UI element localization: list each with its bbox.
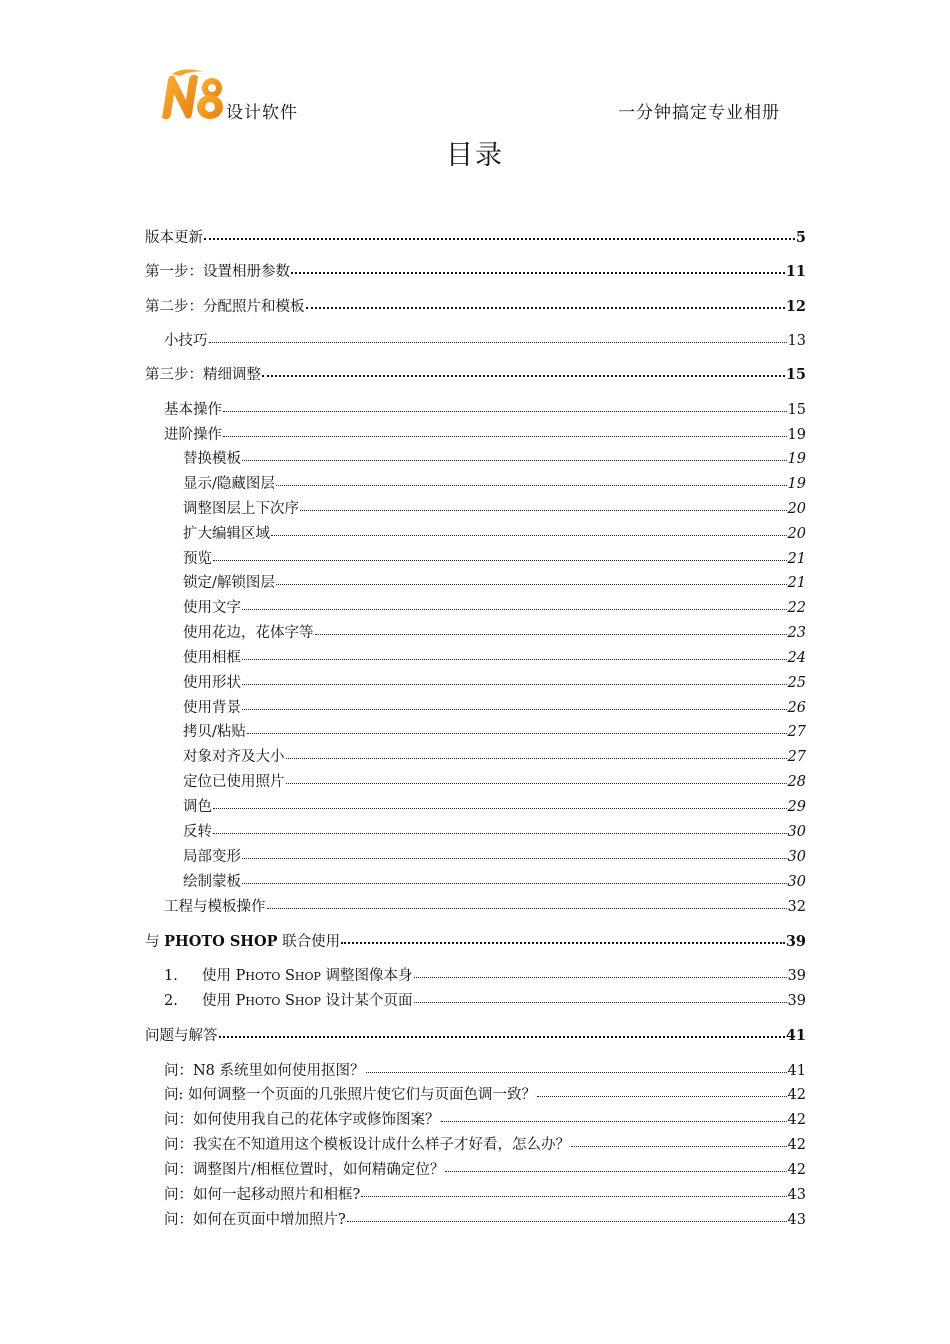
toc-entry-page: 20 <box>787 501 806 517</box>
toc-entry-page: 26 <box>787 700 806 716</box>
toc-entry[interactable] <box>183 795 806 816</box>
small-caps-text: HOTO <box>245 995 281 1008</box>
toc-entry-label: 进阶操作 <box>164 427 222 443</box>
dot-leader <box>361 1185 786 1200</box>
toc-entry[interactable] <box>164 1083 806 1104</box>
toc-entry[interactable] <box>183 646 806 667</box>
dot-leader <box>242 698 787 713</box>
toc-entry[interactable] <box>164 398 806 419</box>
toc-entry-page: 41 <box>785 1027 806 1044</box>
toc-entry-page: 19 <box>787 427 806 443</box>
toc-entry[interactable] <box>183 845 806 866</box>
label-bold: PHOTO SHOP <box>164 933 278 950</box>
dot-leader <box>414 991 787 1006</box>
toc-entry-page: 27 <box>787 724 806 740</box>
page-header <box>0 0 950 140</box>
toc-entry-label <box>164 989 413 1010</box>
dot-leader <box>242 598 787 613</box>
dot-leader <box>242 872 787 887</box>
dot-leader <box>213 549 787 564</box>
toc-entry-label: 扩大编辑区域 <box>183 526 270 542</box>
dot-leader <box>219 1026 785 1041</box>
toc-entry-label: 调整图层上下次序 <box>183 501 299 517</box>
toc-entry-page: 27 <box>787 749 806 765</box>
small-caps-letter: S <box>280 968 295 984</box>
dot-leader <box>209 331 787 346</box>
toc-entry[interactable] <box>164 895 806 916</box>
toc-entry-label: 使用文字 <box>183 600 241 616</box>
toc-entry-label <box>145 930 340 951</box>
toc-entry-label: 问：我实在不知道用这个模板设计成什么样子才好看，怎么办？ <box>164 1137 570 1153</box>
dot-leader <box>213 797 787 812</box>
toc-entry-page: 19 <box>787 451 806 467</box>
toc-entry[interactable] <box>183 472 806 493</box>
toc-entry-page: 42 <box>787 1112 806 1128</box>
toc-entry[interactable] <box>183 671 806 692</box>
toc-entry[interactable] <box>183 497 806 518</box>
toc-entry-label: 工程与模板操作 <box>164 899 266 915</box>
label-post: 设计某个页面 <box>320 993 413 1009</box>
toc-entry-label: 小技巧 <box>164 333 208 349</box>
dot-leader <box>537 1085 787 1100</box>
dot-leader <box>276 573 787 588</box>
toc-entry-label: 使用背景 <box>183 700 241 716</box>
toc-entry-label: 问：调整图片/相框位置时，如何精确定位？ <box>164 1162 445 1178</box>
small-caps-letter: S <box>280 993 295 1009</box>
toc-entry[interactable] <box>183 696 806 717</box>
toc-entry-label: 问：N8 系统里如何使用抠图？ <box>164 1063 365 1079</box>
dot-leader <box>242 673 787 688</box>
toc-entry-page: 21 <box>787 551 806 567</box>
toc-entry-label: 使用形状 <box>183 675 241 691</box>
toc-entry-label: 局部变形 <box>183 849 241 865</box>
toc-entry-page: 39 <box>787 993 806 1009</box>
toc-entry[interactable] <box>183 571 806 592</box>
label-suffix: 联合使用 <box>277 934 341 950</box>
dot-leader <box>242 449 787 464</box>
toc-entry-page: 20 <box>787 526 806 542</box>
toc-entry-page: 39 <box>785 933 806 950</box>
header-right-text: 一分钟搞定专业相册 <box>618 103 780 123</box>
toc-entry-label: 反转 <box>183 824 212 840</box>
small-caps-letter: P <box>235 993 246 1009</box>
toc-entry-page: 11 <box>785 263 806 280</box>
toc-entry-page: 41 <box>787 1063 806 1079</box>
label-post: 调整图像本身 <box>320 968 413 984</box>
label-pre: 使用 <box>202 993 236 1009</box>
dot-leader <box>247 722 787 737</box>
toc-entry-page: 12 <box>785 298 806 315</box>
list-number: 2. <box>164 993 178 1009</box>
dot-leader <box>223 400 787 415</box>
toc-entry-label: 第二步：分配照片和模板 <box>145 299 305 315</box>
toc-entry[interactable] <box>164 964 806 985</box>
toc-entry[interactable] <box>164 1183 806 1204</box>
toc-entry-label: 替换模板 <box>183 451 241 467</box>
toc-entry[interactable] <box>183 596 806 617</box>
dot-leader <box>267 897 787 912</box>
dot-leader <box>276 474 787 489</box>
dot-leader <box>223 425 787 440</box>
toc-entry-page: 39 <box>787 968 806 984</box>
toc-entry[interactable] <box>183 621 806 642</box>
toc-entry-label: 问：如何在页面中增加照片? <box>164 1212 346 1228</box>
toc-entry-label: 定位已使用照片 <box>183 774 285 790</box>
toc-entry-page: 43 <box>787 1212 806 1228</box>
dot-leader <box>262 365 785 380</box>
n8-logo <box>158 66 228 122</box>
toc-entry-label: 拷贝/粘贴 <box>183 724 246 740</box>
dot-leader <box>347 1210 787 1225</box>
toc-entry-label: 问题与解答 <box>145 1028 218 1044</box>
toc-entry[interactable] <box>183 547 806 568</box>
toc-entry[interactable] <box>164 1133 806 1154</box>
toc-entry[interactable] <box>183 447 806 468</box>
toc-entry-label: 问: 如何调整一个页面的几张照片使它们与页面色调一致？ <box>164 1087 536 1103</box>
toc-entry-page: 23 <box>787 625 806 641</box>
small-caps-text: HOP <box>294 995 321 1008</box>
toc-entry-page: 42 <box>787 1162 806 1178</box>
toc-entry[interactable] <box>164 1208 806 1229</box>
toc-entry[interactable] <box>145 930 806 951</box>
label-pre: 使用 <box>202 968 236 984</box>
toc-entry-page: 42 <box>787 1137 806 1153</box>
toc-entry[interactable] <box>164 423 806 444</box>
toc-entry-page: 24 <box>787 650 806 666</box>
toc-entry-label <box>164 964 413 985</box>
toc-entry-label: 使用相框 <box>183 650 241 666</box>
dot-leader <box>571 1135 787 1150</box>
dot-leader <box>242 847 787 862</box>
toc-entry-page: 30 <box>787 824 806 840</box>
toc-entry[interactable] <box>183 870 806 891</box>
dot-leader <box>204 228 795 243</box>
toc-entry[interactable] <box>183 770 806 791</box>
toc-entry-page: 5 <box>795 229 806 246</box>
toc-entry-label: 显示/隐藏图层 <box>183 476 275 492</box>
header-left-text: 设计软件 <box>226 103 298 123</box>
toc-entry[interactable] <box>164 989 806 1010</box>
dot-leader <box>414 966 787 981</box>
dot-leader <box>213 822 787 837</box>
toc-entry-page: 19 <box>787 476 806 492</box>
dot-leader <box>366 1061 787 1076</box>
toc-entry[interactable] <box>145 260 806 281</box>
toc-entry[interactable] <box>183 745 806 766</box>
dot-leader <box>271 524 787 539</box>
toc-entry-label: 锁定/解锁图层 <box>183 575 275 591</box>
small-caps-letter: P <box>235 968 246 984</box>
toc-entry[interactable] <box>164 1059 806 1080</box>
toc-entry-page: 21 <box>787 575 806 591</box>
dot-leader <box>291 262 785 277</box>
dot-leader <box>445 1160 786 1175</box>
toc-entry-page: 42 <box>787 1087 806 1103</box>
toc-entry-page: 30 <box>787 849 806 865</box>
toc-entry-page: 25 <box>787 675 806 691</box>
toc-entry[interactable] <box>145 226 806 247</box>
toc-entry[interactable] <box>183 522 806 543</box>
toc-entry-label: 版本更新 <box>145 230 203 246</box>
small-caps-text: HOTO <box>245 970 281 983</box>
toc-entry-page: 13 <box>787 333 806 349</box>
toc-entry[interactable] <box>183 820 806 841</box>
toc-entry[interactable] <box>145 1024 806 1045</box>
toc-entry[interactable] <box>145 363 806 384</box>
toc-entry-page: 28 <box>787 774 806 790</box>
toc-entry-label: 绘制蒙板 <box>183 874 241 890</box>
toc-entry-label: 预览 <box>183 551 212 567</box>
toc-entry-page: 30 <box>787 874 806 890</box>
dot-leader <box>341 932 785 947</box>
toc-entry-page: 29 <box>787 799 806 815</box>
dot-leader <box>306 297 785 312</box>
label-prefix: 与 <box>145 934 165 950</box>
toc-entry[interactable] <box>164 1158 806 1179</box>
toc-entry-page: 15 <box>785 366 806 383</box>
dot-leader <box>286 772 787 787</box>
toc-entry-label: 基本操作 <box>164 402 222 418</box>
dot-leader <box>441 1110 787 1125</box>
toc-entry[interactable] <box>183 720 806 741</box>
toc-entry-page: 43 <box>787 1187 806 1203</box>
toc-entry-page: 32 <box>787 899 806 915</box>
toc-entry-page: 22 <box>787 600 806 616</box>
list-number: 1. <box>164 968 178 984</box>
toc-entry[interactable] <box>145 295 806 316</box>
toc-entry-label: 调色 <box>183 799 212 815</box>
dot-leader <box>286 747 787 762</box>
dot-leader <box>242 648 787 663</box>
toc-entry-label: 第三步：精细调整 <box>145 367 261 383</box>
page-title: 目录 <box>446 140 504 171</box>
toc-entry-label: 对象对齐及大小 <box>183 749 285 765</box>
toc-entry[interactable] <box>164 329 806 350</box>
dot-leader <box>300 499 787 514</box>
small-caps-text: HOP <box>294 970 321 983</box>
toc-entry-label: 问：如何使用我自己的花体字或修饰图案？ <box>164 1112 440 1128</box>
toc-entry-label: 第一步：设置相册参数 <box>145 264 290 280</box>
toc-entry-label: 使用花边，花体字等 <box>183 625 314 641</box>
toc-entry-label: 问：如何一起移动照片和相框? <box>164 1187 361 1203</box>
toc-entry-page: 15 <box>787 402 806 418</box>
toc-entry[interactable] <box>164 1108 806 1129</box>
dot-leader <box>315 623 787 638</box>
